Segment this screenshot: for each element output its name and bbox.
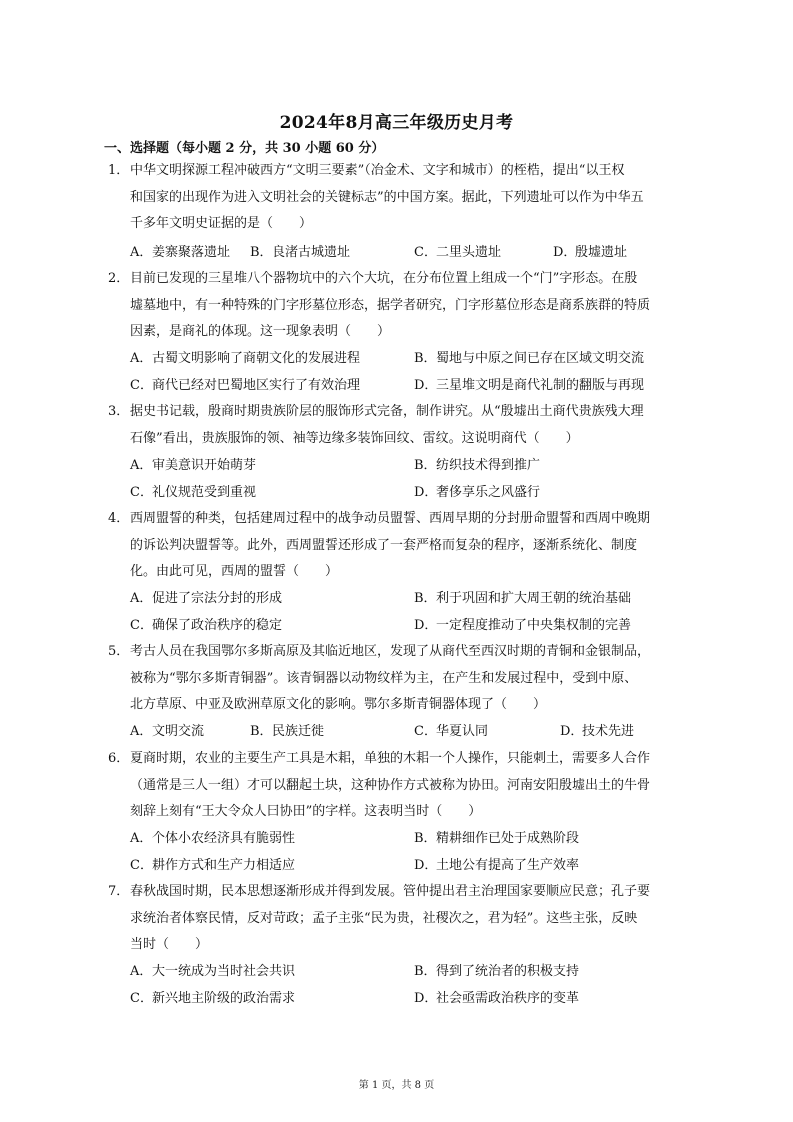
option-d[interactable]: D．殷墟遗址 (553, 245, 628, 260)
question-number: 2． (108, 271, 130, 286)
option-b[interactable]: B．良渚古城遗址 (250, 245, 351, 260)
question-text-line: 春秋战国时期，民本思想逐渐形成并得到发展。管仲提出君主治理国家要顺应民意；孔子要 (130, 884, 651, 899)
option-c[interactable]: C．华夏认同 (414, 724, 489, 739)
question-5 (108, 639, 678, 719)
question-number: 5． (108, 644, 130, 659)
exam-title: 2024年8月高三年级历史月考 (279, 113, 514, 133)
question-text-line: 因素，是商礼的体现。这一现象表明（ ） (130, 324, 391, 340)
question-text-line: 千多年文明史证据的是（ ） (130, 216, 313, 232)
page-footer: 第 1 页，共 8 页 (358, 1080, 435, 1091)
question-text-line: 石像”看出，贵族服饰的领、袖等边缘多装饰回纹、雷纹。这说明商代（ ） (130, 430, 579, 446)
option-a[interactable]: A．审美意识开始萌芽 (130, 458, 257, 473)
option-a[interactable]: A．大一统成为当时社会共识 (130, 964, 296, 979)
question-text-line: 中华文明探源工程冲破西方“文明三要素”（冶金术、文字和城市）的桎梏，提出“以王权 (130, 163, 625, 178)
question-text-line: 据史书记载，殷商时期贵族阶层的服饰形式完备，制作讲究。从“殷墟出土商代贵族残大理 (130, 404, 644, 419)
option-c[interactable]: C．礼仪规范受到重视 (130, 485, 257, 500)
option-d[interactable]: D．三星堆文明是商代礼制的翻版与再现 (414, 378, 645, 393)
option-b[interactable]: B．精耕细作已处于成熟阶段 (414, 831, 580, 846)
question-text-line: 化。由此可见，西周的盟誓（ ） (130, 564, 339, 580)
option-c[interactable]: C．确保了政治秩序的稳定 (130, 618, 283, 633)
question-number: 6． (108, 751, 130, 766)
question-number: 3． (108, 404, 130, 419)
section-heading: 一、选择题（每小题 2 分，共 30 小题 60 分） (104, 141, 385, 156)
option-c[interactable]: C．商代已经对巴蜀地区实行了有效治理 (130, 378, 361, 393)
option-d[interactable]: D．技术先进 (560, 724, 635, 739)
question-text-line: 被称为“鄂尔多斯青铜器”。该青铜器以动物纹样为主，在产生和发展过程中，受到中原、 (130, 670, 638, 686)
question-1 (108, 158, 678, 238)
question-text-line: 北方草原、中亚及欧洲草原文化的影响。鄂尔多斯青铜器体现了（ ） (130, 697, 547, 713)
question-text-line: 求统治者体察民情，反对苛政；孟子主张“民为贵，社稷次之，君为轻”。这些主张，反映 (130, 910, 638, 926)
option-b[interactable]: B．蜀地与中原之间已存在区域文明交流 (414, 351, 645, 366)
question-text-line: （通常是三人一组）才可以翻起土块，这种协作方式被称为协田。河南安阳殷墟出土的牛骨 (130, 777, 651, 793)
question-text-line: 西周盟誓的种类，包括建周过程中的战争动员盟誓、西周早期的分封册命盟誓和西周中晚期 (130, 511, 651, 526)
question-2 (108, 266, 678, 346)
option-c[interactable]: C．耕作方式和生产力相适应 (130, 858, 296, 873)
option-d[interactable]: D．奢侈享乐之风盛行 (414, 485, 541, 500)
option-b[interactable]: B．得到了统治者的积极支持 (414, 964, 580, 979)
option-b[interactable]: B．民族迁徙 (250, 724, 325, 739)
question-number: 4． (108, 511, 130, 526)
option-a[interactable]: A．姜寨聚落遗址 (130, 245, 231, 260)
option-b[interactable]: B．利于巩固和扩大周王朝的统治基础 (414, 591, 632, 606)
option-b[interactable]: B．纺织技术得到推广 (414, 458, 541, 473)
question-text-line: 夏商时期，农业的主要生产工具是木耜，单独的木耜一个人操作，只能刺土，需要多人合作 (130, 751, 651, 766)
question-4 (108, 506, 678, 586)
option-d[interactable]: D．一定程度推动了中央集权制的完善 (414, 618, 632, 633)
question-number: 7． (108, 884, 130, 899)
question-number: 1． (108, 163, 130, 178)
question-text-line: 当时（ ） (130, 937, 209, 953)
question-text-line: 目前已发现的三星堆八个器物坑中的六个大坑，在分布位置上组成一个“门”字形态。在殷 (130, 271, 638, 286)
option-a[interactable]: A．个体小农经济具有脆弱性 (130, 831, 296, 846)
question-3 (108, 399, 678, 452)
option-a[interactable]: A．文明交流 (130, 724, 205, 739)
question-text-line: 刻辞上刻有“王大令众人曰协田”的字样。这表明当时（ ） (130, 804, 482, 820)
question-text-line: 考古人员在我国鄂尔多斯高原及其临近地区，发现了从商代至西汉时期的青铜和金银制品， (130, 644, 651, 659)
option-c[interactable]: C．二里头遗址 (414, 245, 502, 260)
option-a[interactable]: A．古蜀文明影响了商朝文化的发展进程 (130, 351, 361, 366)
question-text-line: 墟墓地中，有一种特殊的门字形墓位形态，据学者研究，门字形墓位形态是商系族群的特质 (130, 297, 651, 313)
question-text-line: 和国家的出现作为进入文明社会的关键标志”的中国方案。据此，下列遗址可以作为中华五 (130, 189, 644, 205)
question-text-line: 的诉讼判决盟誓等。此外，西周盟誓还形成了一套严格而复杂的程序，逐渐系统化、制度 (130, 537, 638, 553)
option-d[interactable]: D．社会亟需政治秩序的变革 (414, 991, 580, 1006)
option-c[interactable]: C．新兴地主阶级的政治需求 (130, 991, 296, 1006)
option-d[interactable]: D．土地公有提高了生产效率 (414, 858, 580, 873)
question-6 (108, 746, 678, 826)
option-a[interactable]: A．促进了宗法分封的形成 (130, 591, 283, 606)
question-7 (108, 879, 678, 959)
